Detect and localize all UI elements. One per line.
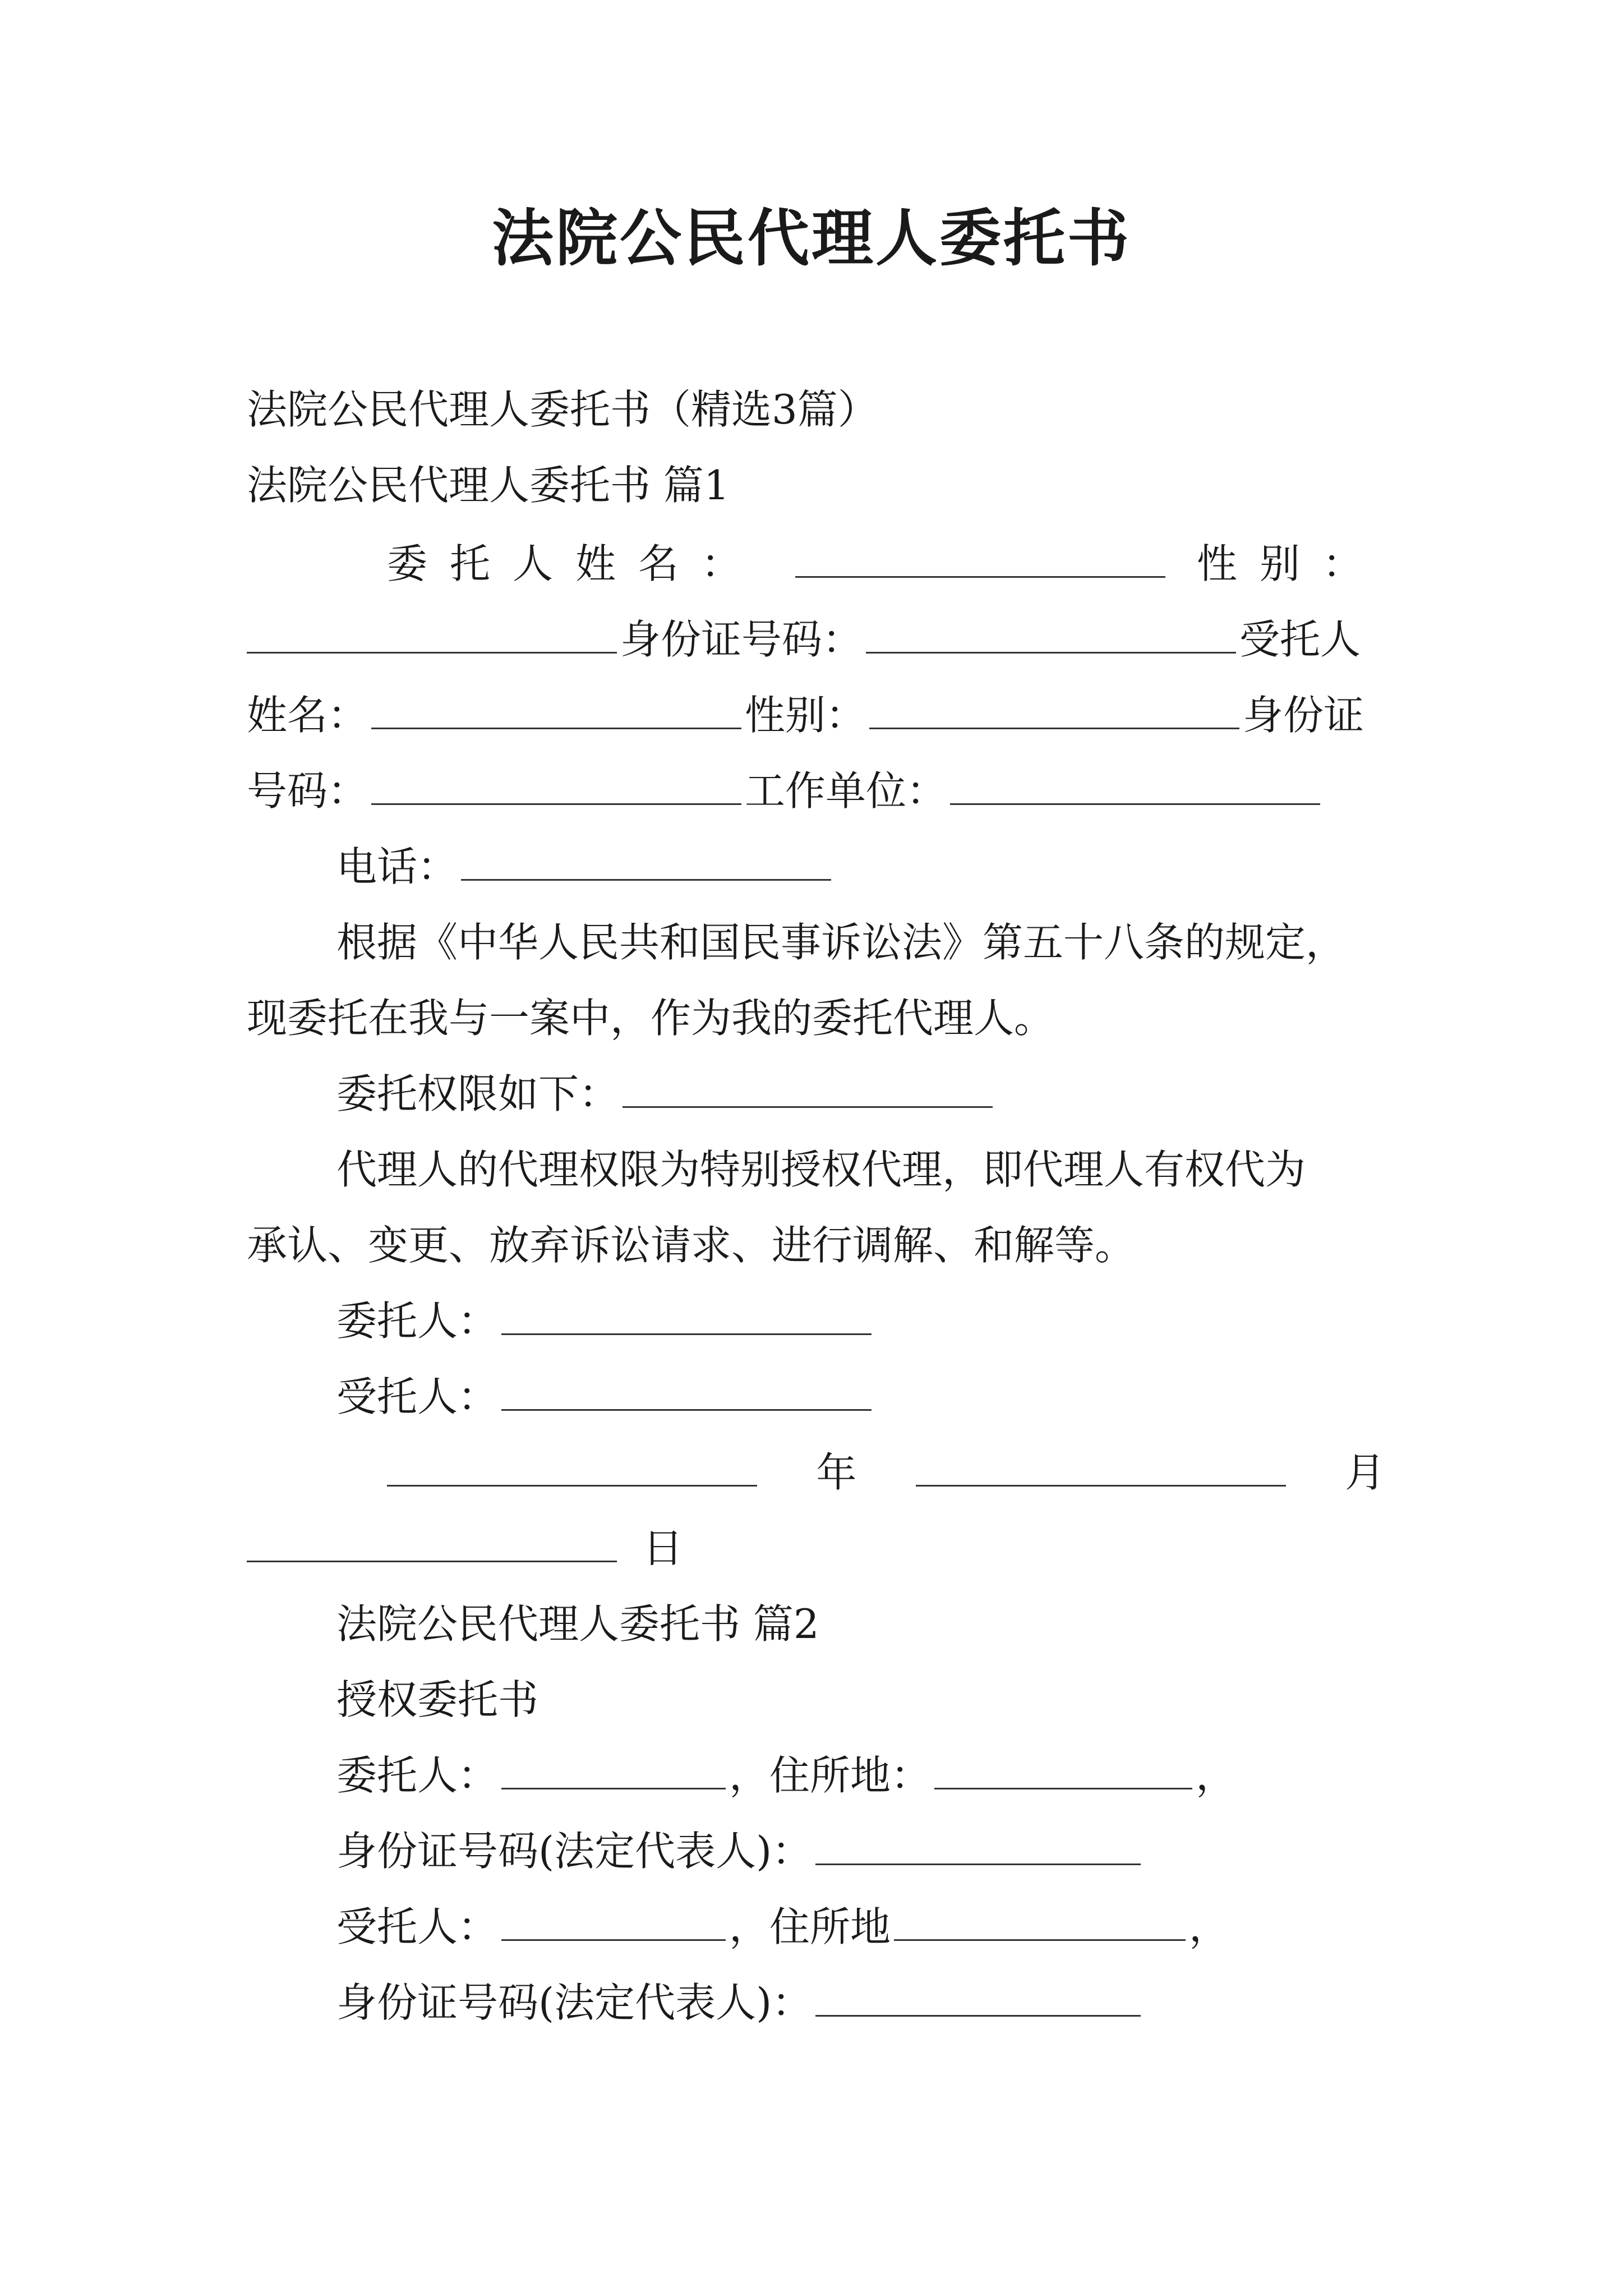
agent-gender-label: 性别： bbox=[745, 692, 866, 739]
day-blank[interactable] bbox=[247, 1520, 617, 1562]
s2-principal-label: 委托人： bbox=[336, 1752, 499, 1799]
s2-principal-row bbox=[336, 1747, 1475, 1803]
work-blank[interactable] bbox=[950, 763, 1320, 805]
phone-row bbox=[336, 839, 1475, 895]
intro-text: 法院公民代理人委托书（精选3篇） bbox=[247, 386, 878, 433]
principal-name-blank[interactable] bbox=[795, 536, 1165, 578]
year-blank[interactable] bbox=[387, 1444, 757, 1487]
para1-line2 bbox=[247, 990, 1385, 1046]
principal-sign-blank[interactable] bbox=[501, 1293, 872, 1335]
s2-comma-1: ， bbox=[1196, 1752, 1237, 1799]
intro-line bbox=[247, 381, 1385, 438]
s2-agent-label: 受托人： bbox=[336, 1903, 499, 1950]
principal-name-row bbox=[387, 536, 1385, 592]
s2-principal-id-blank[interactable] bbox=[815, 1823, 1141, 1865]
id-row bbox=[247, 611, 1385, 668]
date-row bbox=[387, 1444, 1385, 1501]
day-row bbox=[247, 1520, 1385, 1576]
s2-agent-id-row bbox=[336, 1975, 1475, 2031]
para2-line2 bbox=[247, 1217, 1385, 1273]
para2-text-1: 代理人的代理权限为特别授权代理，即代理人有权代为 bbox=[336, 1146, 1306, 1193]
s2-agent-row bbox=[336, 1899, 1475, 1955]
s2-agent-residence-blank[interactable] bbox=[894, 1899, 1186, 1941]
s2-residence-blank[interactable] bbox=[934, 1747, 1192, 1789]
agent-name-blank[interactable] bbox=[371, 687, 741, 729]
agent-gender-blank[interactable] bbox=[869, 687, 1239, 729]
principal-name-label: 委托人姓名： bbox=[387, 540, 764, 587]
agent-id-label-2: 号码： bbox=[247, 767, 368, 815]
section2-heading bbox=[336, 1596, 1475, 1652]
agent-name-label: 姓名： bbox=[247, 692, 368, 739]
gender-label: 性别： bbox=[1196, 540, 1385, 587]
id-label: 身份证号码： bbox=[620, 616, 863, 663]
section2-subheading bbox=[336, 1672, 1475, 1728]
auth-title: 授权委托书 bbox=[336, 1676, 539, 1723]
scope-row bbox=[336, 1066, 1475, 1122]
s2-comma-2: ， bbox=[1189, 1903, 1230, 1950]
day-label: 日 bbox=[643, 1525, 684, 1572]
id-blank[interactable] bbox=[866, 611, 1236, 654]
agent-label: 受托人 bbox=[1239, 616, 1361, 663]
scope-label: 委托权限如下： bbox=[336, 1070, 620, 1117]
phone-label: 电话： bbox=[336, 843, 458, 890]
section1-heading-text: 法院公民代理人委托书 篇1 bbox=[247, 462, 730, 509]
s2-residence-label: ，住所地： bbox=[729, 1752, 932, 1799]
scope-blank[interactable] bbox=[623, 1066, 993, 1108]
year-label: 年 bbox=[816, 1449, 857, 1496]
section2-heading-text: 法院公民代理人委托书 篇2 bbox=[336, 1600, 819, 1648]
s2-agent-id-blank[interactable] bbox=[815, 1975, 1141, 2017]
work-label: 工作单位： bbox=[745, 767, 947, 815]
work-row bbox=[247, 763, 1385, 819]
agent-row bbox=[247, 687, 1385, 743]
s2-agent-blank[interactable] bbox=[501, 1899, 726, 1941]
s2-principal-id-label: 身份证号码(法定代表人)： bbox=[336, 1828, 813, 1875]
month-blank[interactable] bbox=[916, 1444, 1286, 1487]
principal-sign-row bbox=[336, 1293, 1475, 1349]
para2-line1 bbox=[336, 1142, 1475, 1198]
para1-line1 bbox=[336, 914, 1475, 970]
s2-agent-id-label: 身份证号码(法定代表人)： bbox=[336, 1979, 813, 2026]
section1-heading bbox=[247, 457, 1385, 513]
s2-principal-id-row bbox=[336, 1823, 1475, 1879]
para1-text-1: 根据《中华人民共和国民事诉讼法》第五十八条的规定， bbox=[336, 919, 1347, 966]
agent-sign-label: 受托人： bbox=[336, 1373, 499, 1420]
gender-blank[interactable] bbox=[247, 611, 617, 654]
agent-id-label: 身份证 bbox=[1243, 692, 1364, 739]
para1-text-2: 现委托在我与一案中，作为我的委托代理人。 bbox=[247, 995, 1055, 1042]
principal-sign-label: 委托人： bbox=[336, 1297, 499, 1345]
s2-principal-blank[interactable] bbox=[501, 1747, 726, 1789]
s2-agent-residence-label: ，住所地 bbox=[729, 1903, 891, 1950]
agent-sign-blank[interactable] bbox=[501, 1369, 872, 1411]
month-label: 月 bbox=[1344, 1449, 1385, 1496]
agent-sign-row bbox=[336, 1369, 1475, 1425]
agent-id-blank[interactable] bbox=[371, 763, 741, 805]
phone-blank[interactable] bbox=[461, 839, 831, 881]
para2-text-2: 承认、变更、放弃诉讼请求、进行调解、和解等。 bbox=[247, 1222, 1136, 1269]
document-title: 法院公民代理人委托书 bbox=[492, 202, 1131, 274]
